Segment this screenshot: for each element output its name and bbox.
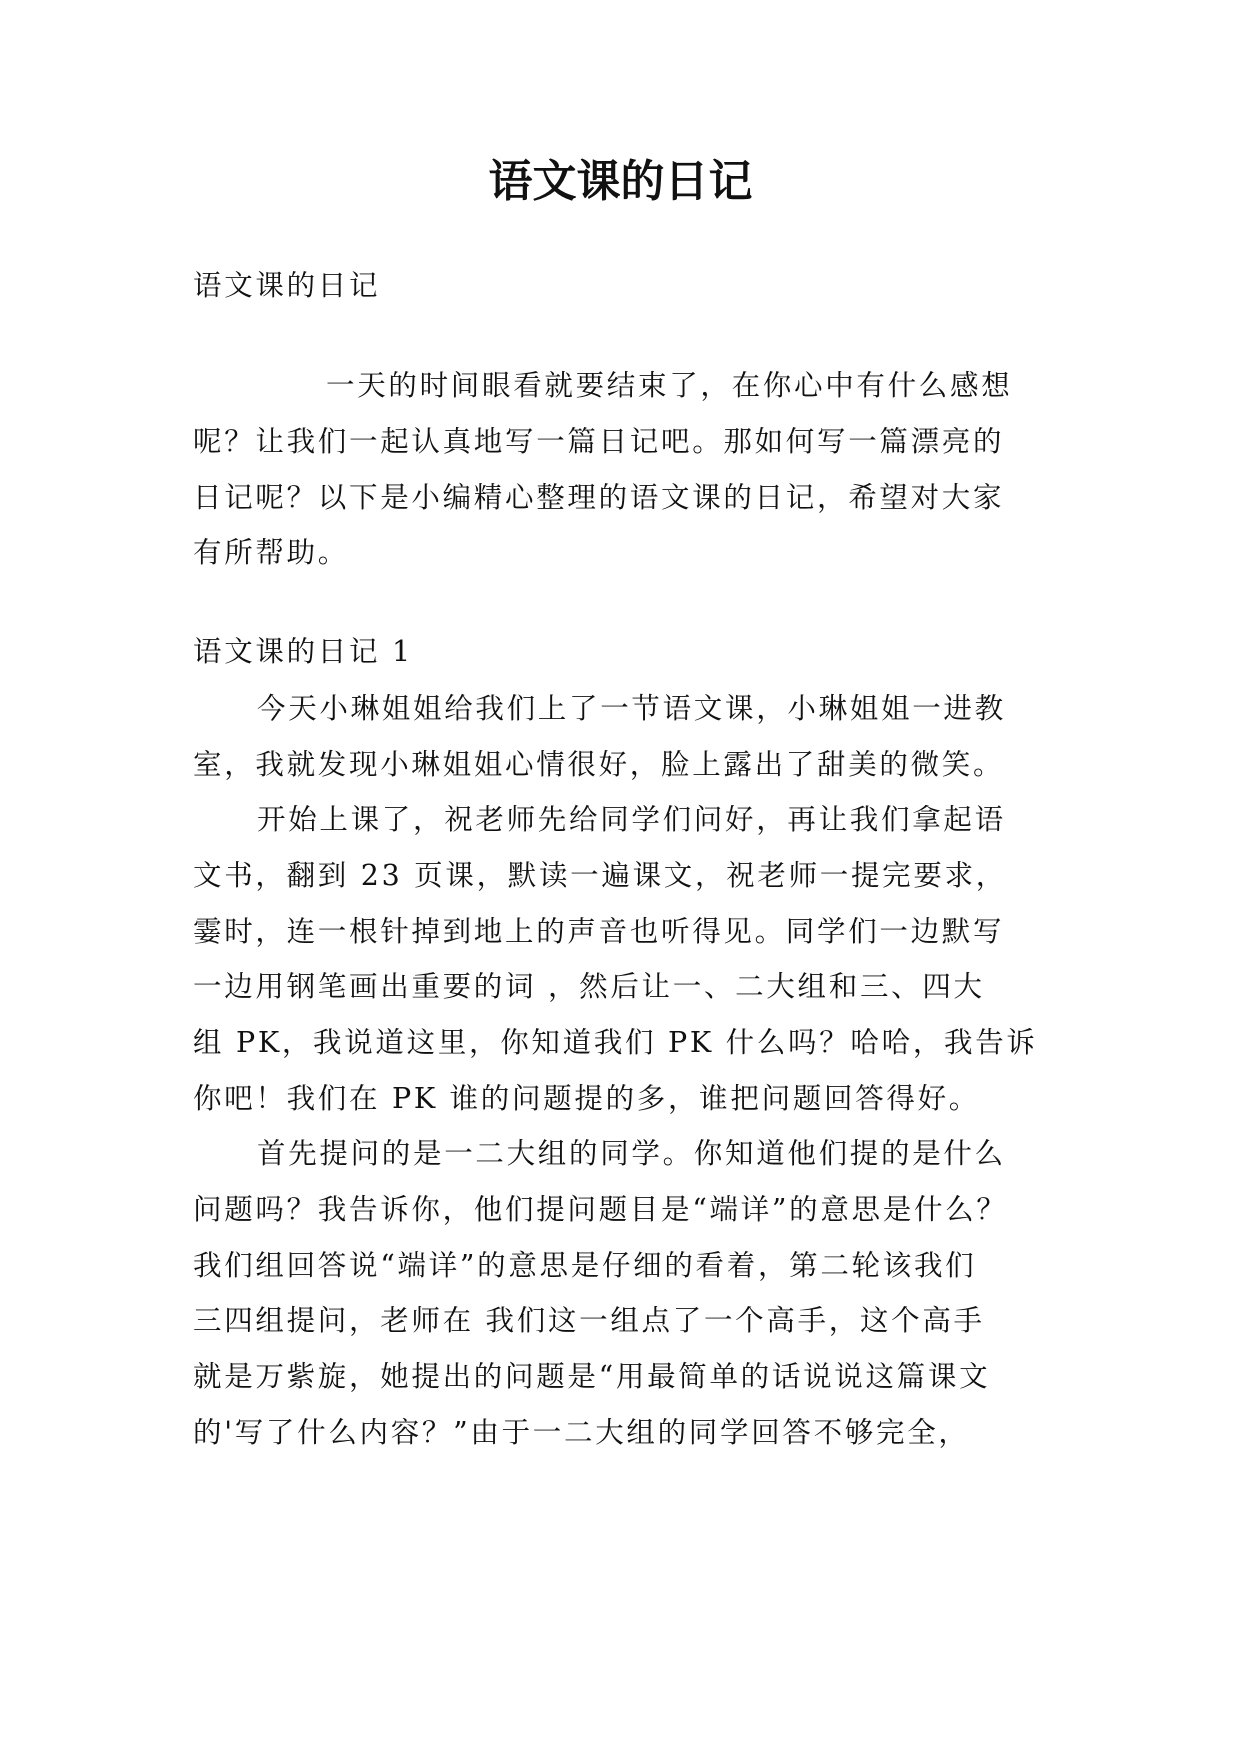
document-subtitle: 语文课的日记 [193, 269, 381, 302]
paragraph-line: 日记呢？以下是小编精心整理的语文课的日记，希望对大家 [193, 481, 1005, 514]
paragraph-line: 一天的时间眼看就要结束了，在你心中有什么感想 [326, 369, 1013, 402]
paragraph-line: 首先提问的是一二大组的同学。你知道他们提的是什么 [257, 1137, 1006, 1170]
paragraph-line: 一边用钢笔画出重要的词 ，然后让一、二大组和三、四大 [193, 970, 985, 1003]
paragraph-line: 就是万紫旋，她提出的问题是“用最简单的话说说这篇课文 [193, 1360, 991, 1393]
paragraph-line: 的'写了什么内容？”由于一二大组的同学回答不够完全， [193, 1416, 970, 1449]
paragraph-line: 你吧！我们在 PK 谁的问题提的多，谁把问题回答得好。 [193, 1082, 980, 1115]
paragraph-line: 今天小琳姐姐给我们上了一节语文课，小琳姐姐一进教 [257, 692, 1006, 725]
paragraph-line: 霎时，连一根针掉到地上的声音也听得见。同学们一边默写 [193, 915, 1005, 948]
document-title: 语文课的日记 [488, 156, 753, 207]
paragraph-line: 室，我就发现小琳姐姐心情很好，脸上露出了甜美的微笑。 [193, 748, 1005, 781]
paragraph-line: 文书，翻到 23 页课，默读一遍课文，祝老师一提完要求， [193, 859, 1007, 892]
paragraph-line: 呢？让我们一起认真地写一篇日记吧。那如何写一篇漂亮的 [193, 425, 1005, 458]
paragraph-line: 问题吗？我告诉你，他们提问题目是“端详”的意思是什么？ [193, 1193, 1008, 1226]
paragraph-line: 三四组提问，老师在 我们这一组点了一个高手，这个高手 [193, 1304, 985, 1337]
paragraph-line: 我们组回答说“端详”的意思是仔细的看着，第二轮该我们 [193, 1249, 977, 1282]
paragraph-line: 有所帮助。 [193, 536, 350, 569]
section-heading: 语文课的日记 1 [193, 635, 413, 668]
paragraph-line: 开始上课了，祝老师先给同学们问好，再让我们拿起语 [257, 803, 1006, 836]
paragraph-line: 组 PK，我说道这里，你知道我们 PK 什么吗？哈哈，我告诉 [193, 1026, 1038, 1059]
